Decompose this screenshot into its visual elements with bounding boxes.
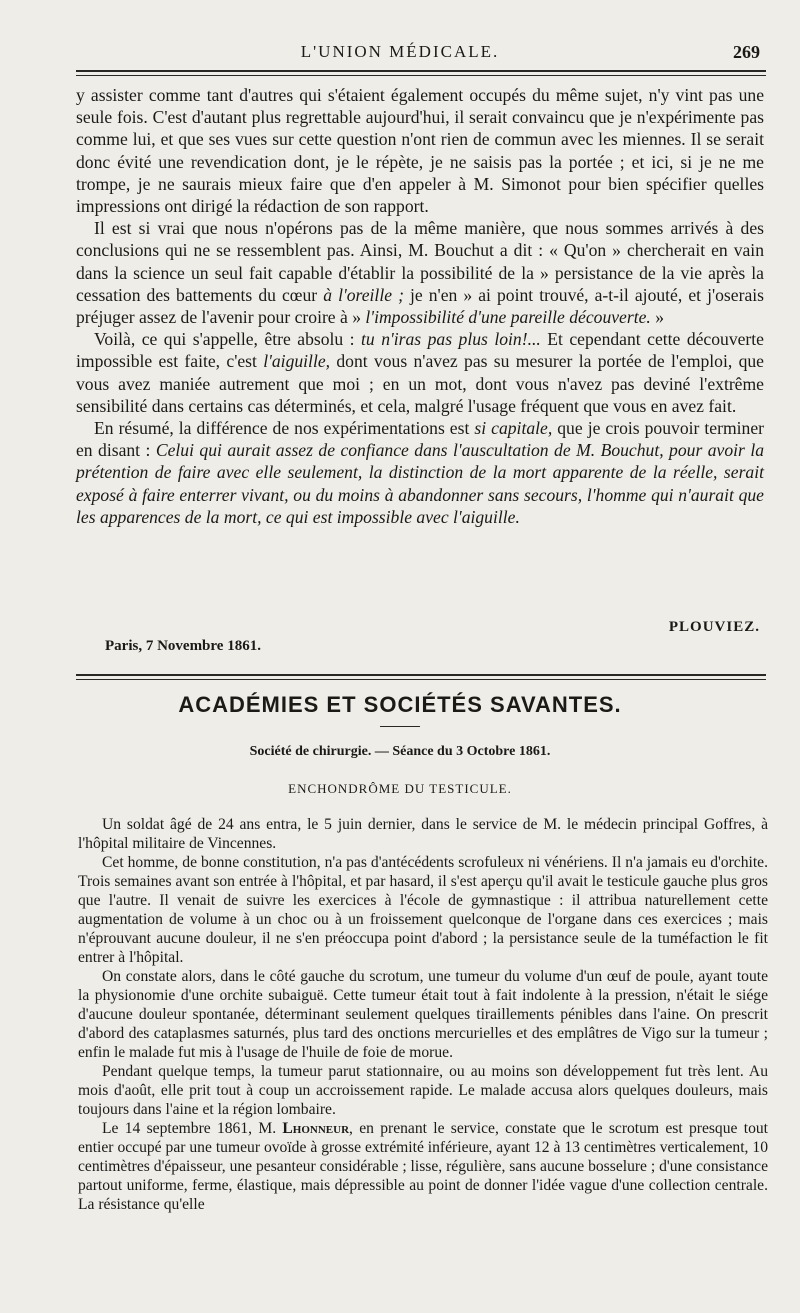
text-run: Voilà, ce qui s'appelle, être absolu : — [94, 329, 362, 350]
text-run: Et cependant cette découverte impossible est faite, c'est — [76, 329, 764, 372]
italic-text: si capitale, — [474, 418, 553, 439]
text-run: En résumé, la différence de nos expérimentations est — [94, 418, 475, 439]
paragraph — [76, 328, 764, 417]
italic-text: Celui qui aurait assez de confiance dans l'auscultation de M. Bouchut, pour avoir la prétention de faire avec elle seulement, la distinction de la mort apparente de la réelle, serait exposé à faire enterrer vivant, ou du moins à abandonner sans secours, l'homme qui n'aurait que les apparences de la mort, ce qui est impossible avec l'aiguille. — [76, 440, 765, 527]
text-run: que je crois pouvoir terminer en disant : — [76, 418, 764, 461]
author-signature: PLOUVIEZ. — [668, 619, 760, 635]
text-run: Pendant quelque temps, la tumeur parut stationnaire, ou au moins son développement fut très lent. Au mois d'août, elle prit tout à coup un accroissement rapide. Le malade accusa alors quelques douleurs, mais toujours dans l'aine et la région lombaire. — [78, 1063, 768, 1118]
section-rule-bottom — [76, 679, 766, 680]
small-caps-name: Lhonneur — [282, 1120, 350, 1137]
running-header — [0, 40, 800, 70]
paragraph — [76, 217, 764, 328]
header-rule-thick — [76, 70, 766, 72]
text-run: dont vous n'avez pas su mesurer la portée de l'emploi, que vous avez maniée autrement que moi ; en un mot, dont vous n'avez pas deviné l'extrême sensibilité dans certains cas déterminés, et cela, malgré l'usage fréquent que vous en avez fait. — [76, 351, 764, 416]
article-title: ENCHONDRÔME DU TESTICULE. — [288, 781, 512, 796]
title-underline — [380, 726, 420, 727]
paragraph — [76, 84, 764, 217]
text-run: y assister comme tant d'autres qui s'étaient également occupés du même sujet, n'y vint pas une seule fois. C'est d'autant plus regrettable aujourd'hui, il serait convaincu que je n'expérimente pas comme lui, et que ses vues sur cette question n'ont rien de commun avec les miennes. Il se serait donc évité une revendication dont, je le répète, je ne saisis pas la portée ; et ici, si je ne me trompe, je ne saurais mieux faire que d'en appeler à M. Simonot pour bien spécifier quelles impressions ont dirigé la rédaction de son rapport. — [76, 85, 764, 217]
paragraph — [78, 815, 768, 853]
text-run: » — [650, 307, 664, 328]
section-subtitle: Société de chirurgie. — Séance du 3 Octobre 1861. — [249, 744, 551, 759]
journal-title: L'UNION MÉDICALE. — [300, 42, 500, 61]
section-rule-top — [76, 674, 766, 676]
text-run: Cet homme, de bonne constitution, n'a pas d'antécédents scrofuleux ni vénériens. Il n'a jamais eu d'orchite. Trois semaines avant son entrée à l'hôpital, et par hasard, il s'est aperçu qu'il avait le testicule gauche plus gros que l'autre. Il venait de suivre les exercices à l'école de gymnastique : il attribua naturellement cette augmentation de volume à un choc ou à un froissement quelconque de l'organe dans ces exercices ; mais n'éprouvant aucune douleur, il ne s'en préoccupa point d'abord ; la persistance seule de la tuméfaction le fit entrer à l'hôpital. — [78, 854, 768, 966]
text-run: Il est si vrai que nous n'opérons pas de la même manière, que nous sommes arrivés à des conclusions qui ne se ressemblent pas. Ainsi, M. Bouchut a dit : « Qu'on » chercherait en vain dans la science un seul fait capable d'établir la possibilité de la » persistance de la vie après la cessation des battements du cœur — [76, 218, 764, 305]
paragraph — [76, 417, 764, 528]
text-run: je n'en » ai point trouvé, a-t-il ajouté, et j'oserais préjuger assez de l'avenir pour croire à » — [76, 284, 764, 328]
italic-text: à l'oreille ; — [323, 284, 404, 305]
page-number: 269 — [733, 42, 760, 62]
section-title: ACADÉMIES ET SOCIÉTÉS SAVANTES. — [178, 692, 622, 717]
paragraph — [78, 853, 768, 967]
letter-date: Paris, 7 Novembre 1861. — [105, 638, 261, 654]
italic-text: l'aiguille, — [263, 351, 331, 372]
paragraph — [78, 1119, 768, 1214]
header-rule-thin — [76, 75, 766, 76]
text-run: Un soldat âgé de 24 ans entra, le 5 juin dernier, dans le service de M. le médecin principal Goffres, à l'hôpital militaire de Vincennes. — [78, 816, 768, 852]
letter-body — [76, 84, 764, 528]
text-run: On constate alors, dans le côté gauche du scrotum, une tumeur du volume d'un œuf de poule, ayant toute la physionomie d'une orchite subaiguë. Cette tumeur était tout à fait indolente à la pression, n'était le siége d'aucune douleur spontanée, déterminant seulement quelques tiraillements pénibles dans l'aine. On prescrit d'abord des cataplasmes saturnés, plus tard des onctions mercurielles et des emplâtres de Vigo sur la tumeur ; enfin le malade fut mis à l'usage de l'huile de foie de morue. — [78, 968, 768, 1061]
text-run: Le 14 septembre 1861, M. — [102, 1120, 283, 1137]
text-run: , en prenant le service, constate que le scrotum est presque tout entier occupé par une tumeur ovoïde à grosse extrémité inférieure, ayant 12 à 13 centimètres verticalement, 10 centimètres d'épaisseur, une pesanteur considérable ; lisse, régulière, sans aucune bosselure ; d'une consistance partout uniforme, ferme, élastique, mais dépressible au point de donner l'idée vague d'une collection centrale. La résistance qu'elle — [78, 1120, 769, 1213]
paragraph — [78, 1062, 768, 1119]
paragraph — [78, 967, 768, 1062]
article-body — [78, 815, 768, 1214]
italic-text: tu n'iras pas plus loin!... — [361, 329, 541, 350]
italic-text: l'impossibilité d'une pareille découverte. — [365, 307, 651, 328]
